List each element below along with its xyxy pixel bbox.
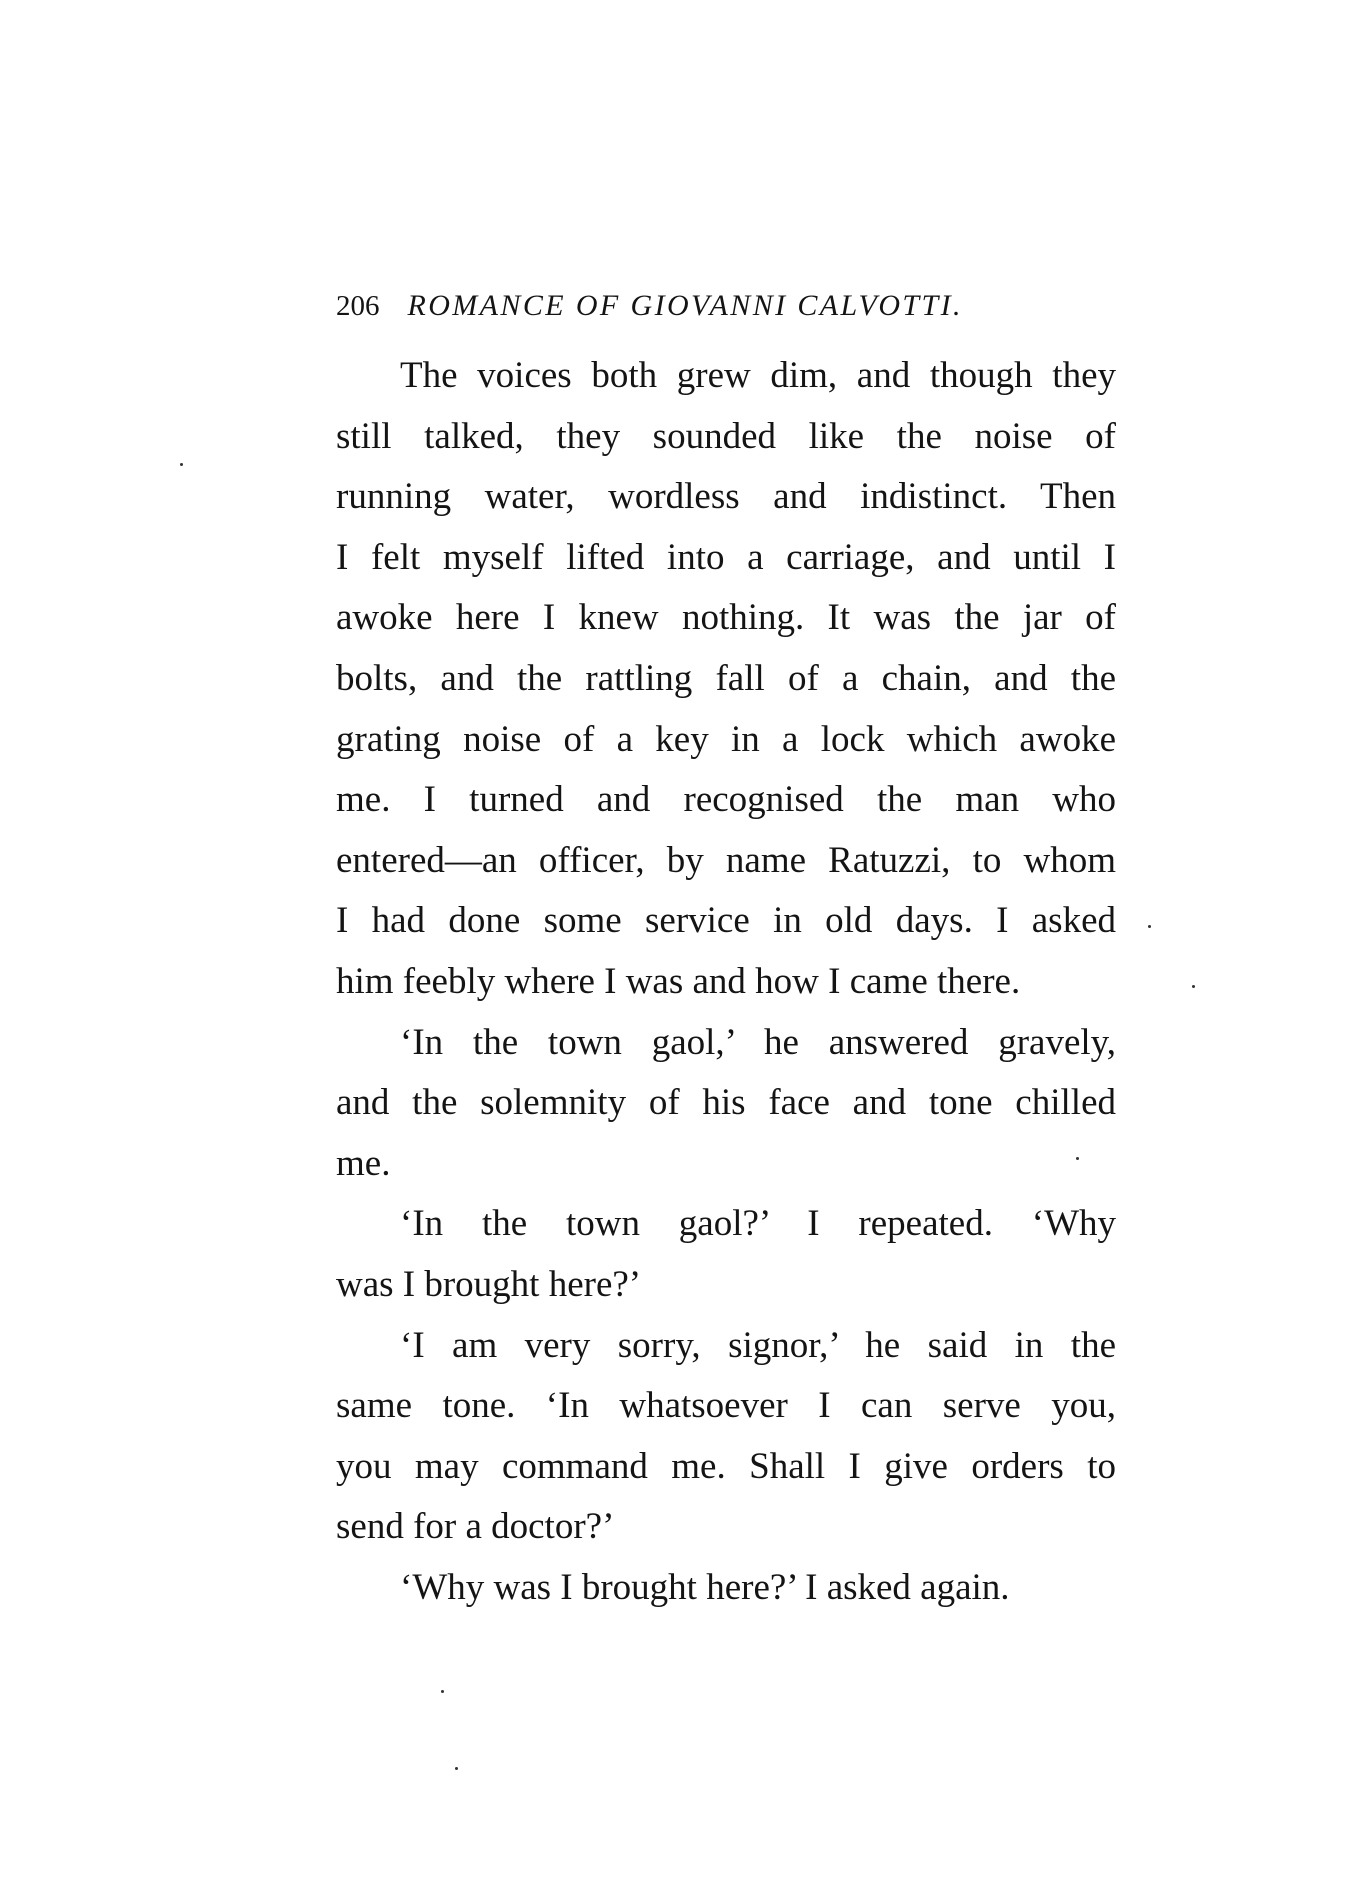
text-line: was I brought here?’ — [336, 1263, 642, 1305]
text-line: awoke here I knew nothing. It was the jar of — [336, 597, 1116, 639]
paragraph-2 — [336, 1013, 1116, 1195]
running-title: ROMANCE OF GIOVANNI CALVOTTI. — [407, 289, 963, 322]
text-line: I felt myself lifted into a carriage, and until I — [336, 536, 1116, 578]
text-line: grating noise of a key in a lock which awoke — [336, 718, 1116, 760]
text-line: running water, wordless and indistinct. Then — [336, 476, 1116, 518]
paragraph-5 — [336, 1558, 1116, 1619]
scan-speck — [1076, 1157, 1079, 1160]
text-line: ‘Why was I brought here?’ I asked again. — [400, 1566, 1010, 1608]
running-head — [336, 286, 1116, 326]
text-line: ‘In the town gaol?’ I repeated. ‘Why — [400, 1203, 1116, 1245]
scan-speck — [180, 463, 183, 466]
page-number: 206 — [336, 290, 380, 322]
body-text — [336, 346, 1116, 1618]
text-line: still talked, they sounded like the noise of — [336, 415, 1116, 457]
scan-speck — [1148, 925, 1151, 928]
text-line: ‘In the town gaol,’ he answered gravely, — [400, 1021, 1116, 1063]
text-line: send for a doctor?’ — [336, 1506, 615, 1548]
scan-speck — [1192, 985, 1195, 988]
text-line: entered—an officer, by name Ratuzzi, to whom — [336, 839, 1116, 881]
paragraph-1 — [336, 346, 1116, 1013]
text-line: him feebly where I was and how I came there. — [336, 960, 1021, 1002]
text-line: you may command me. Shall I give orders to — [336, 1445, 1116, 1487]
text-line: me. I turned and recognised the man who — [336, 779, 1116, 821]
text-line: bolts, and the rattling fall of a chain, and the — [336, 657, 1116, 699]
text-line: and the solemnity of his face and tone chilled — [336, 1082, 1116, 1124]
text-line: The voices both grew dim, and though they — [400, 355, 1116, 396]
text-line: I had done some service in old days. I asked — [336, 900, 1116, 942]
text-line: same tone. ‘In whatsoever I can serve you, — [336, 1385, 1116, 1427]
scan-speck — [441, 1690, 444, 1693]
paragraph-3 — [336, 1194, 1116, 1315]
text-line: ‘I am very sorry, signor,’ he said in the — [400, 1324, 1116, 1366]
paragraph-4 — [336, 1316, 1116, 1558]
text-line: me. — [336, 1142, 391, 1184]
scan-speck — [455, 1767, 458, 1770]
